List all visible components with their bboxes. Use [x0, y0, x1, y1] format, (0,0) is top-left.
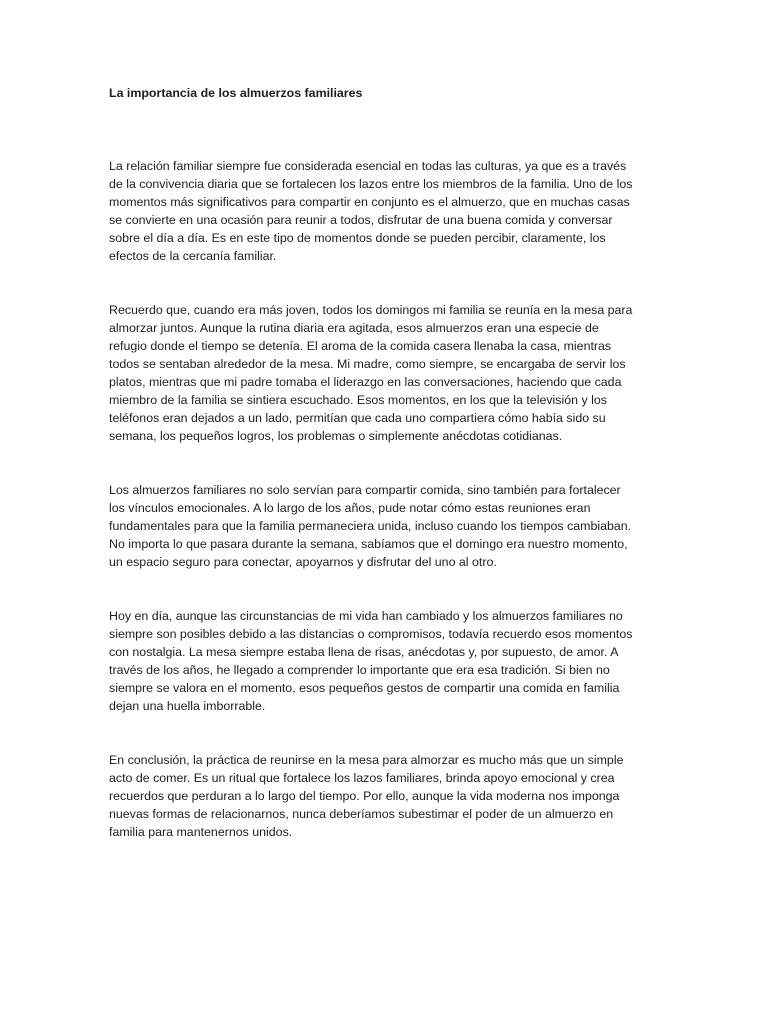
paragraph-line: con nostalgia. La mesa siempre estaba llena de risas, anécdotas y, por supuesto, de amor. A [109, 645, 619, 659]
paragraph-3 [109, 481, 631, 571]
paragraph-line: sobre el día a día. Es en este tipo de momentos donde se pueden percibir, claramente, los [109, 231, 606, 245]
paragraph-line: recuerdos que perduran a lo largo del tiempo. Por ello, aunque la vida moderna nos imponga [109, 789, 620, 803]
paragraph-line: todos se sentaban alrededor de la mesa. Mi madre, como siempre, se encargaba de servir los [109, 357, 626, 371]
paragraph-5 [109, 751, 623, 841]
paragraph-2 [109, 301, 632, 445]
paragraph-line: En conclusión, la práctica de reunirse en la mesa para almorzar es mucho más que un simple [109, 753, 624, 767]
paragraph-line: fundamentales para que la familia permaneciera unida, incluso cuando los tiempos cambiaban. [109, 519, 632, 533]
paragraph-line: se convierte en una ocasión para reunir a todos, disfrutar de una buena comida y conversar [109, 213, 613, 227]
paragraph-line: Los almuerzos familiares no solo servían para compartir comida, sino también para fortalecer [109, 483, 621, 497]
paragraph-4 [109, 607, 632, 715]
paragraph-line: los vínculos emocionales. A lo largo de los años, pude notar cómo estas reuniones eran [109, 501, 591, 515]
document-title: La importancia de los almuerzos familiares [109, 86, 363, 100]
paragraph-line: dejan una huella imborrable. [109, 699, 266, 713]
paragraph-line: Recuerdo que, cuando era más joven, todos los domingos mi familia se reunía en la mesa para [109, 303, 633, 317]
paragraph-line: No importa lo que pasara durante la semana, sabíamos que el domingo era nuestro momento, [109, 537, 628, 551]
paragraph-line: de la convivencia diaria que se fortalecen los lazos entre los miembros de la familia. Uno de los [109, 177, 633, 191]
paragraph-line: nuevas formas de relacionarnos, nunca deberíamos subestimar el poder de un almuerzo en [109, 807, 614, 821]
document-body [109, 84, 664, 839]
paragraph-line: Hoy en día, aunque las circunstancias de mi vida han cambiado y los almuerzos familiares no [109, 609, 623, 623]
paragraph-line: La relación familiar siempre fue considerada esencial en todas las culturas, ya que es a través [109, 159, 627, 173]
paragraph-line: acto de comer. Es un ritual que fortalece los lazos familiares, brinda apoyo emocional y crea [109, 771, 615, 785]
paragraph-line: siempre se valora en el momento, esos pequeños gestos de compartir una comida en familia [109, 681, 620, 695]
paragraph-line: un espacio seguro para conectar, apoyarnos y disfrutar del uno al otro. [109, 555, 497, 569]
paragraph-line: refugio donde el tiempo se detenía. El aroma de la comida casera llenaba la casa, mientras [109, 339, 612, 353]
paragraph-line: familia para mantenernos unidos. [109, 825, 293, 839]
paragraph-line: miembro de la familia se sintiera escuchado. Esos momentos, en los que la televisión y los [109, 393, 607, 407]
paragraph-line: teléfonos eran dejados a un lado, permitían que cada uno compartiera cómo había sido su [109, 411, 606, 425]
paragraph-1 [109, 157, 632, 265]
paragraph-line: efectos de la cercanía familiar. [109, 249, 277, 263]
paragraph-line: momentos más significativos para compartir en conjunto es el almuerzo, que en muchas casas [109, 195, 630, 209]
paragraph-line: platos, mientras que mi padre tomaba el liderazgo en las conversaciones, haciendo que cada [109, 375, 622, 389]
paragraph-line: siempre son posibles debido a las distancias o compromisos, todavía recuerdo esos momentos [109, 627, 633, 641]
paragraph-line: almorzar juntos. Aunque la rutina diaria era agitada, esos almuerzos eran una especie de [109, 321, 599, 335]
paragraph-line: través de los años, he llegado a comprender lo importante que era esa tradición. Si bien no [109, 663, 610, 677]
paragraph-line: semana, los pequeños logros, los problemas o simplemente anécdotas cotidianas. [109, 429, 563, 443]
